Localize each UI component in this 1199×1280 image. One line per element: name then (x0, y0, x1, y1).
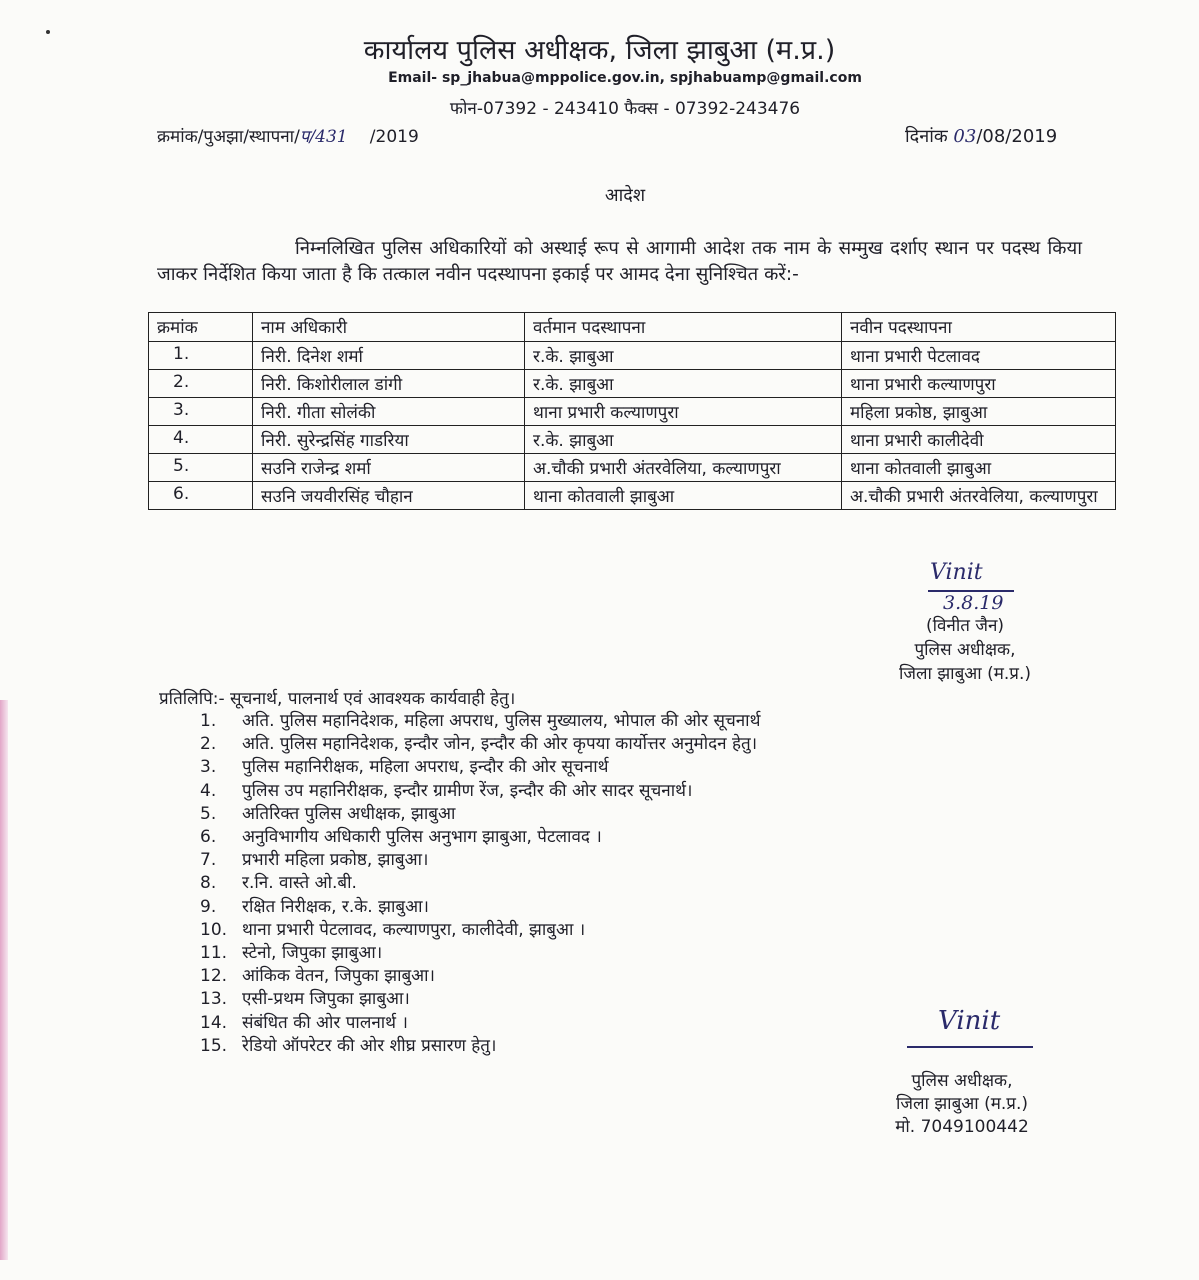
list-item-text: रक्षित निरीक्षक, र.के. झाबुआ। (242, 896, 429, 917)
date-month-year: /08/2019 (976, 126, 1058, 147)
list-item-number: 2. (200, 734, 217, 755)
col-header-serial: क्रमांक (149, 313, 253, 342)
signatory-block-1 (860, 614, 1070, 686)
list-item-text: संबंधित की ओर पालनार्थ । (242, 1012, 408, 1033)
list-item (200, 872, 760, 895)
signatory-name: (विनीत जैन) (925, 616, 1005, 636)
cell-new: थाना कोतवाली झाबुआ (842, 454, 1116, 482)
list-item-text: स्टेनो, जिपुका झाबुआ। (242, 943, 383, 964)
office-phone: फोन-07392 - 243410 फैक्स - 07392-243476 (449, 99, 801, 119)
cell-name: सउनि जयवीरसिंह चौहान (253, 482, 525, 510)
office-title: कार्यालय पुलिस अधीक्षक, जिला झाबुआ (म.प्र.) (363, 35, 836, 66)
list-item (200, 919, 760, 942)
list-item (200, 803, 760, 826)
reference-handwritten-number: प/431 (299, 127, 348, 147)
table-row (149, 482, 1116, 510)
col-header-current-posting: वर्तमान पदस्थापना (525, 313, 842, 342)
cell-serial: 4. (149, 426, 253, 454)
cell-name: सउनि राजेन्द्र शर्मा (253, 454, 525, 482)
signatory-district: जिला झाबुआ (म.प्र.) (898, 664, 1031, 684)
list-item-number: 8. (200, 873, 217, 894)
postings-table (148, 312, 1116, 510)
copy-to-list (200, 710, 760, 1058)
signature-mark-2: Vinit (938, 1006, 1001, 1036)
signatory-designation: पुलिस अधीक्षक, (911, 1071, 1013, 1091)
list-item-text: अतिरिक्त पुलिस अधीक्षक, झाबुआ (242, 803, 456, 824)
office-email: Email- sp_jhabua@mppolice.gov.in, spjhabuamp@gmail.com (388, 70, 862, 86)
order-date (905, 124, 1057, 148)
cell-current: र.के. झाबुआ (525, 370, 842, 398)
list-item (200, 1012, 760, 1035)
cell-serial: 2. (149, 370, 253, 398)
list-item-number: 15. (200, 1035, 228, 1056)
list-item-number: 9. (200, 896, 217, 917)
date-handwritten-day: 03 (953, 126, 977, 147)
cell-name: निरी. दिनेश शर्मा (253, 342, 525, 370)
cell-new: थाना प्रभारी कालीदेवी (842, 426, 1116, 454)
list-item-number: 10. (200, 919, 228, 940)
signatory-block-2 (862, 1070, 1062, 1139)
cell-name: निरी. गीता सोलंकी (253, 398, 525, 426)
list-item (200, 710, 760, 733)
table-row (149, 454, 1116, 482)
list-item-text: रेडियो ऑपरेटर की ओर शीघ्र प्रसारण हेतु। (242, 1035, 497, 1056)
table-row (149, 370, 1116, 398)
list-item-number: 3. (200, 757, 217, 778)
list-item (200, 965, 760, 988)
list-item-number: 13. (200, 989, 228, 1010)
cell-serial: 6. (149, 482, 253, 510)
page-edge-tint (0, 700, 8, 1260)
col-header-new-posting: नवीन पदस्थापना (842, 313, 1116, 342)
list-item (200, 896, 760, 919)
cell-current: र.के. झाबुआ (525, 426, 842, 454)
signature-date-1: 3.8.19 (943, 592, 1004, 614)
cell-current: थाना प्रभारी कल्याणपुरा (525, 398, 842, 426)
table-row (149, 426, 1116, 454)
list-item (200, 733, 760, 756)
list-item-text: पुलिस महानिरीक्षक, महिला अपराध, इन्दौर की ओर सूचनार्थ (242, 757, 609, 778)
cell-serial: 1. (149, 342, 253, 370)
cell-new: थाना प्रभारी कल्याणपुरा (842, 370, 1116, 398)
cell-current: अ.चौकी प्रभारी अंतरवेलिया, कल्याणपुरा (525, 454, 842, 482)
signature-mark-1: Vinit (930, 560, 983, 585)
cell-serial: 3. (149, 398, 253, 426)
list-item-number: 11. (200, 943, 228, 964)
reference-year: /2019 (369, 127, 419, 147)
list-item-text: एसी-प्रथम जिपुका झाबुआ। (242, 989, 410, 1010)
cell-new: महिला प्रकोष्ठ, झाबुआ (842, 398, 1116, 426)
cell-serial: 5. (149, 454, 253, 482)
list-item-number: 1. (200, 711, 217, 731)
cell-new: अ.चौकी प्रभारी अंतरवेलिया, कल्याणपुरा (842, 482, 1116, 510)
signatory-district: जिला झाबुआ (म.प्र.) (895, 1094, 1028, 1114)
list-item-number: 7. (200, 850, 217, 871)
list-item-text: अति. पुलिस महानिदेशक, इन्दौर जोन, इन्दौर की ओर कृपया कार्योत्तर अनुमोदन हेतु। (242, 734, 758, 755)
list-item-text: आंकिक वेतन, जिपुका झाबुआ। (242, 966, 435, 987)
list-item-text: पुलिस उप महानिरीक्षक, इन्दौर ग्रामीण रेंज, इन्दौर की ओर सादर सूचनार्थ। (242, 780, 693, 801)
col-header-name: नाम अधिकारी (253, 313, 525, 342)
cell-name: निरी. किशोरीलाल डांगी (253, 370, 525, 398)
list-item-text: अनुविभागीय अधिकारी पुलिस अनुभाग झाबुआ, पेटलावद । (242, 827, 602, 848)
table-row (149, 398, 1116, 426)
list-item-text: अति. पुलिस महानिदेशक, महिला अपराध, पुलिस मुख्यालय, भोपाल की ओर सूचनार्थ (242, 711, 761, 731)
list-item-text: र.नि. वास्ते ओ.बी. (242, 873, 357, 894)
order-heading: आदेश (604, 185, 646, 206)
signatory-mobile: मो. 7049100442 (895, 1117, 1029, 1137)
table-header-row (149, 313, 1116, 342)
list-item-number: 12. (200, 966, 228, 987)
order-paragraph: निम्नलिखित पुलिस अधिकारियों को अस्थाई रूप से आगामी आदेश तक नाम के सम्मुख दर्शाए स्थान पर पदस्थ किया जाकर निर्देशित किया जाता है कि तत्काल नवीन पदस्थापना इकाई पर आमद देना सुनिश्चित करें:- (157, 238, 1082, 285)
signature-underline-2 (907, 1046, 1033, 1048)
list-item (200, 756, 760, 779)
list-item-text: प्रभारी महिला प्रकोष्ठ, झाबुआ। (242, 850, 429, 871)
list-item-text: थाना प्रभारी पेटलावद, कल्याणपुरा, कालीदेवी, झाबुआ । (242, 919, 586, 940)
list-item (200, 942, 760, 965)
list-item-number: 6. (200, 827, 217, 848)
cell-current: र.के. झाबुआ (525, 342, 842, 370)
list-item (200, 988, 760, 1011)
list-item (200, 1035, 760, 1058)
cell-current: थाना कोतवाली झाबुआ (525, 482, 842, 510)
cell-new: थाना प्रभारी पेटलावद (842, 342, 1116, 370)
signatory-designation: पुलिस अधीक्षक, (914, 640, 1016, 660)
list-item-number: 4. (200, 780, 217, 801)
list-item (200, 780, 760, 803)
reference-number (157, 124, 419, 147)
date-label: दिनांक (905, 126, 954, 147)
reference-prefix: क्रमांक/पुअझा/स्थापना/ (157, 127, 300, 147)
copy-to-label: प्रतिलिपि:- सूचनार्थ, पालनार्थ एवं आवश्यक कार्यवाही हेतु। (159, 689, 516, 709)
list-item-number: 14. (200, 1012, 228, 1033)
cell-name: निरी. सुरेन्द्रसिंह गाडरिया (253, 426, 525, 454)
list-item (200, 826, 760, 849)
table-row (149, 342, 1116, 370)
list-item-number: 5. (200, 803, 217, 824)
list-item (200, 849, 760, 872)
